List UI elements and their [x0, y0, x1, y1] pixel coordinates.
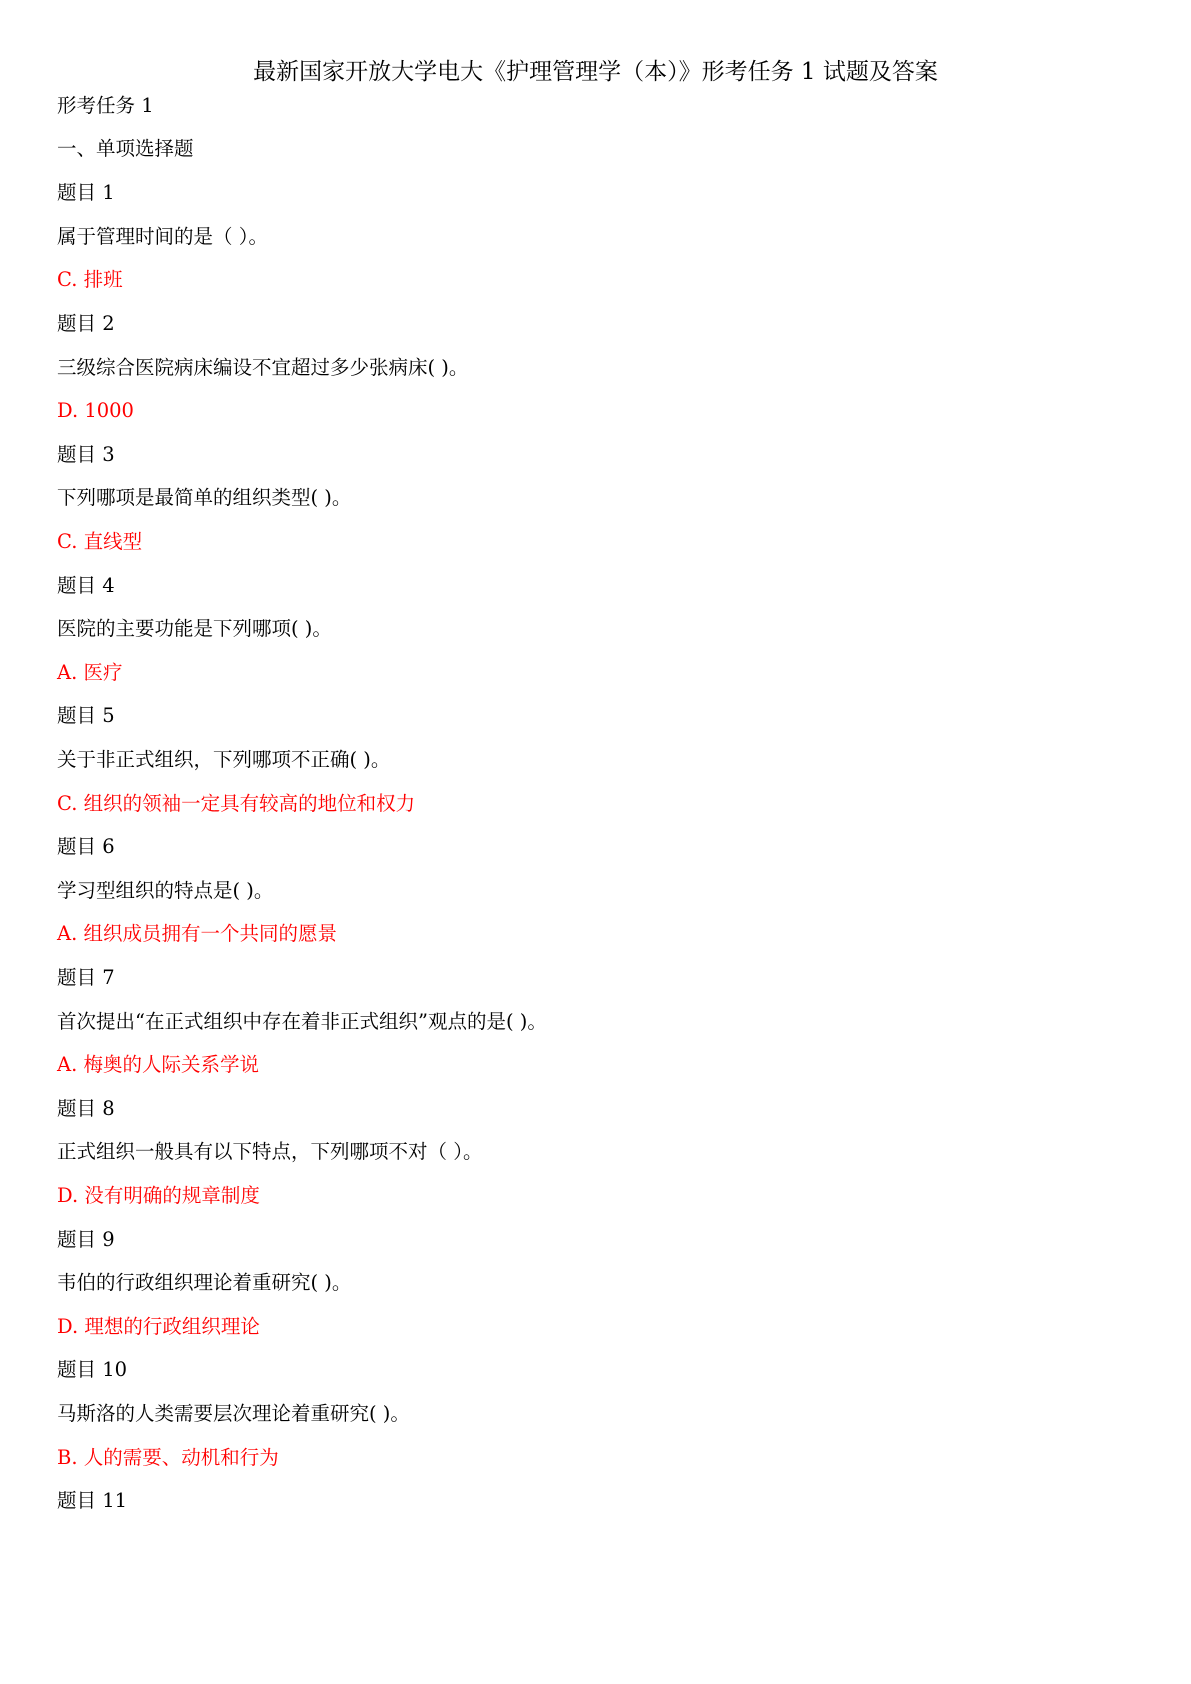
question-text: 马斯洛的人类需要层次理论着重研究( )。 — [57, 1402, 410, 1425]
question-text: 首次提出“在正式组织中存在着非正式组织”观点的是( )。 — [57, 1010, 547, 1033]
question-label: 题目 9 — [57, 1228, 115, 1251]
question-text: 下列哪项是最简单的组织类型( )。 — [57, 486, 352, 509]
question-label: 题目 11 — [57, 1489, 128, 1512]
question-text: 关于非正式组织，下列哪项不正确( )。 — [57, 748, 391, 771]
question-text: 韦伯的行政组织理论着重研究( )。 — [57, 1271, 352, 1294]
question-text: 学习型组织的特点是( )。 — [57, 879, 274, 902]
question-label: 题目 2 — [57, 312, 115, 335]
question-label: 题目 6 — [57, 835, 115, 858]
question-label: 题目 8 — [57, 1097, 115, 1120]
question-text: 正式组织一般具有以下特点，下列哪项不对（ ）。 — [57, 1140, 483, 1163]
document-title: 最新国家开放大学电大《护理管理学（本）》形考任务 1 试题及答案 — [253, 59, 938, 85]
question-answer: C. 排班 — [57, 268, 123, 291]
question-answer: A. 梅奥的人际关系学说 — [57, 1053, 259, 1076]
question-label: 题目 5 — [57, 704, 115, 727]
section-heading: 一、单项选择题 — [57, 137, 194, 160]
task-heading: 形考任务 1 — [57, 94, 154, 117]
question-answer: D. 没有明确的规章制度 — [57, 1184, 260, 1207]
question-answer: A. 医疗 — [57, 661, 123, 684]
question-label: 题目 4 — [57, 574, 115, 597]
question-label: 题目 1 — [57, 181, 115, 204]
question-answer: A. 组织成员拥有一个共同的愿景 — [57, 922, 337, 945]
question-answer: D. 理想的行政组织理论 — [57, 1315, 260, 1338]
question-answer: D. 1000 — [57, 399, 134, 422]
question-label: 题目 10 — [57, 1358, 128, 1381]
question-answer: B. 人的需要、动机和行为 — [57, 1446, 279, 1469]
question-text: 三级综合医院病床编设不宜超过多少张病床( )。 — [57, 356, 469, 379]
question-answer: C. 组织的领袖一定具有较高的地位和权力 — [57, 792, 416, 815]
question-answer: C. 直线型 — [57, 530, 143, 553]
question-label: 题目 3 — [57, 443, 115, 466]
question-text: 属于管理时间的是（ ）。 — [57, 225, 268, 248]
question-text: 医院的主要功能是下列哪项( )。 — [57, 617, 332, 640]
question-label: 题目 7 — [57, 966, 115, 989]
